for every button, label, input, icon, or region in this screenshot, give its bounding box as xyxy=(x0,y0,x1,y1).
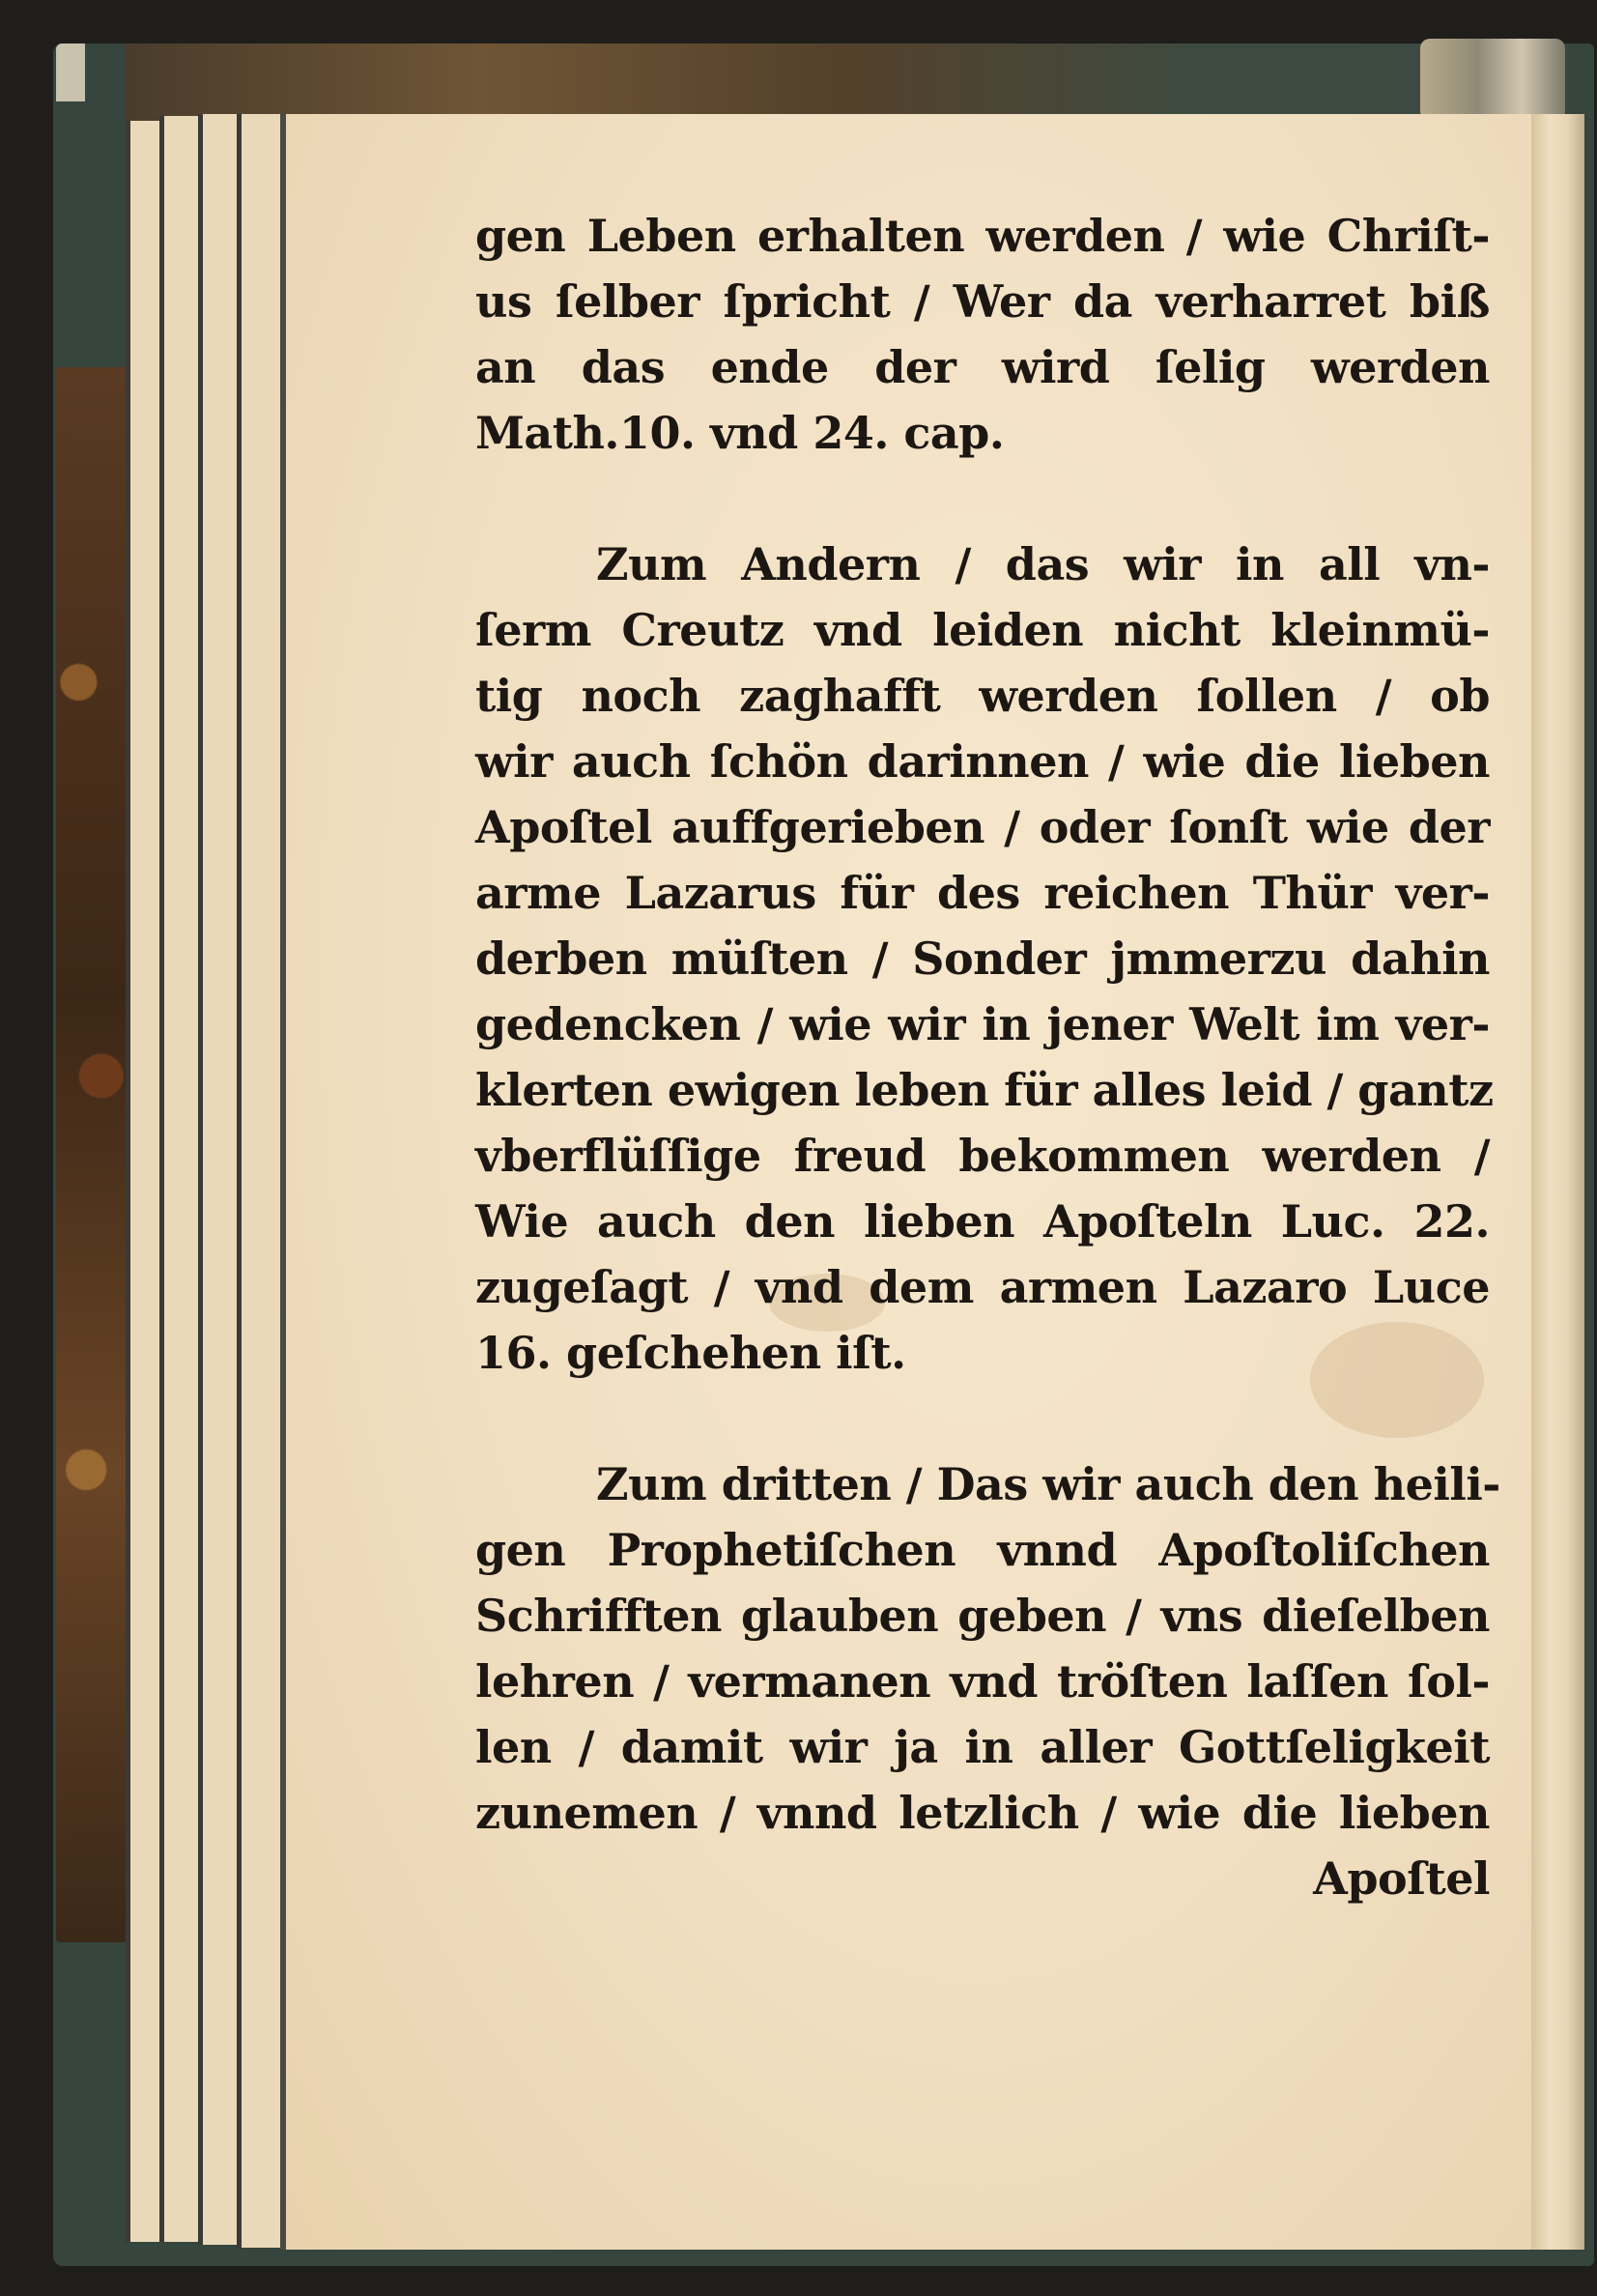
text-line: klerten ewigen leben für alles leid / gantz xyxy=(475,1064,1494,1116)
paragraph-gap xyxy=(475,1386,1490,1451)
text-line: an das ende der wird ſelig werden xyxy=(475,341,1490,393)
paragraph-gap xyxy=(475,466,1490,531)
text-line: Math.10. vnd 24. cap. xyxy=(475,407,1005,459)
text-line: derben müſten / Sonder jmmerzu dahin xyxy=(475,933,1490,985)
text-line: ſerm Creutz vnd leiden nicht kleinmü- xyxy=(475,604,1490,656)
text-line: us ſelber ſpricht / Wer da verharret biß xyxy=(475,275,1490,328)
text-line: arme Lazarus für des reichen Thür ver- xyxy=(475,867,1490,919)
text-line: zugeſagt / vnd dem armen Lazaro Luce xyxy=(475,1261,1490,1313)
text-line: Zum dritten / Das wir auch den heili- xyxy=(596,1458,1500,1510)
text-line: 16. geſchehen iſt. xyxy=(475,1327,906,1379)
cover-corner xyxy=(56,43,85,101)
paragraph-2 xyxy=(475,531,1494,1386)
headband xyxy=(1420,39,1565,121)
paragraph-1 xyxy=(475,203,1490,466)
text-line: Zum Andern / das wir in all vn- xyxy=(596,538,1490,590)
text-line: vberflüſſige freud bekommen werden / xyxy=(475,1130,1490,1182)
text-line: wir auch ſchön darinnen / wie die lieben xyxy=(475,735,1490,788)
marbled-cover-panel xyxy=(56,367,131,1942)
catchword: Apoſtel xyxy=(1313,1852,1490,1905)
text-line: Apoſtel auffgerieben / oder ſonſt wie der xyxy=(475,801,1490,853)
text-line: gedencken / wie wir in jener Welt im ver- xyxy=(475,998,1490,1050)
text-line: lehren / vermanen vnd tröſten laſſen ſol- xyxy=(475,1655,1490,1708)
text-line: Wie auch den lieben Apoſteln Luc. 22. xyxy=(475,1195,1490,1248)
page-gutter xyxy=(1531,114,1584,2250)
text-line: gen Prophetiſchen vnnd Apoſtoliſchen xyxy=(475,1524,1490,1576)
text-line: len / damit wir ja in aller Gottſeligkeit xyxy=(475,1721,1490,1773)
text-line: tig noch zaghafft werden ſollen / ob xyxy=(475,670,1490,722)
page-text xyxy=(475,203,1500,1911)
text-line: Schrifften glauben geben / vns dieſelben xyxy=(475,1590,1490,1642)
text-line: gen Leben erhalten werden / wie Chriſt- xyxy=(475,210,1490,262)
text-line: zunemen / vnnd letzlich / wie die lieben xyxy=(475,1787,1490,1839)
paragraph-3 xyxy=(475,1451,1500,1846)
